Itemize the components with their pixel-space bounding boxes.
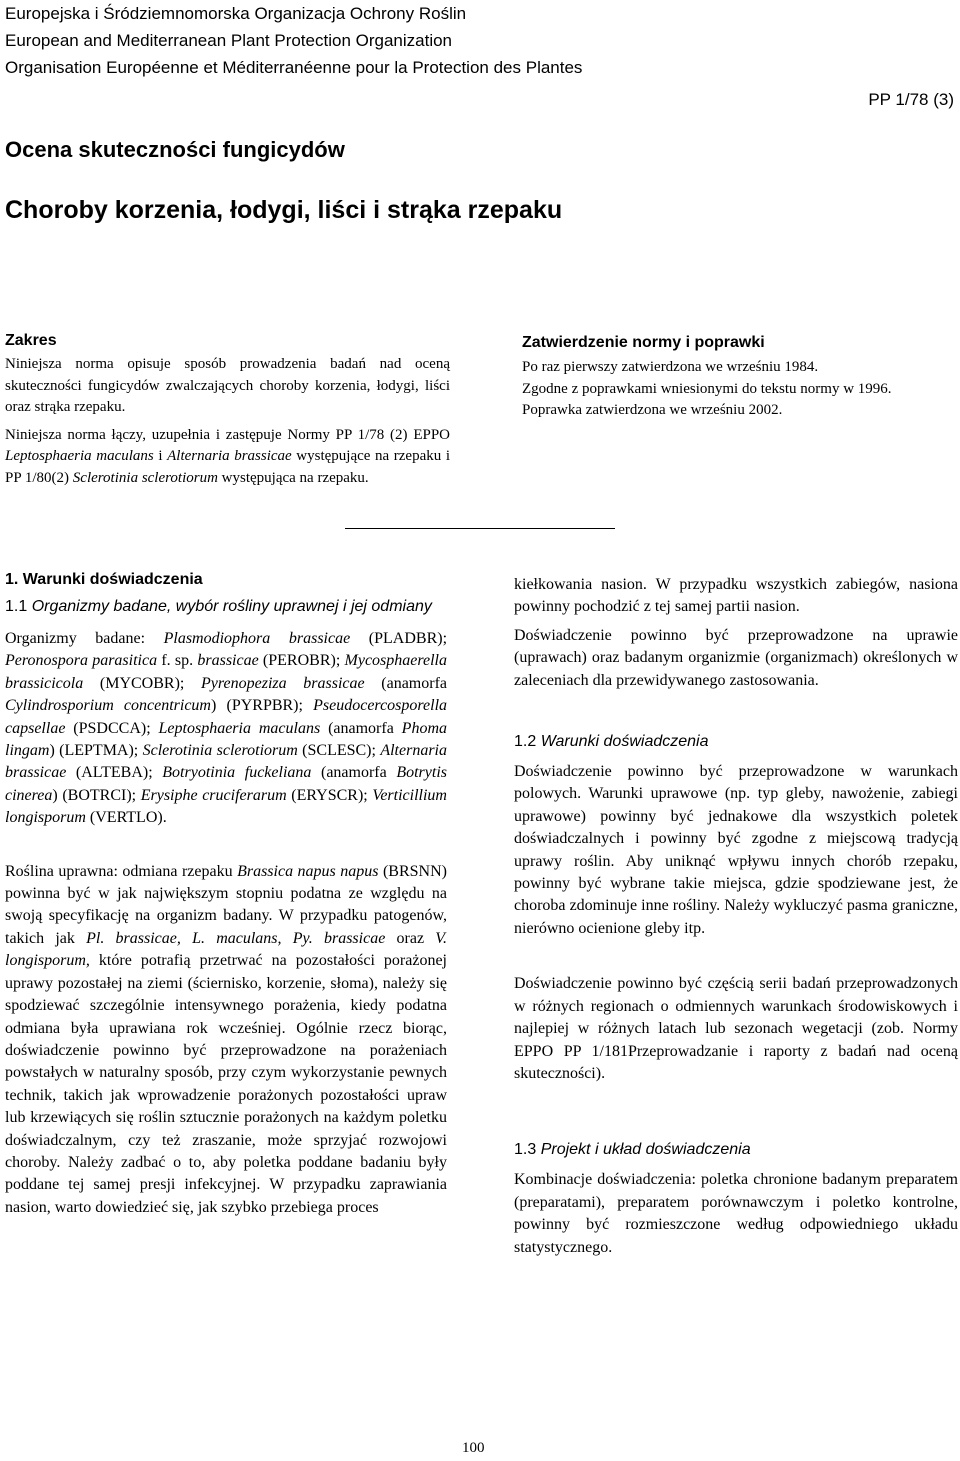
section-divider: [345, 528, 615, 529]
species-name: Phoma lingam: [5, 719, 447, 760]
species-name: Mycosphaerella brassicicola: [5, 652, 447, 692]
scope-heading: Zakres: [5, 332, 57, 349]
approval-line: Poprawka zatwierdzona we wrześniu 2002.: [522, 402, 783, 419]
organisms-text: (MYCOBR);: [83, 674, 201, 692]
org-name-french: Organisation Européenne et Méditerranéenne pour la Protection des Plantes: [5, 58, 583, 77]
subsection-number: 1.1: [5, 598, 28, 615]
species-name: Alternaria brassicae: [167, 448, 292, 465]
crop-paragraph-2: Doświadczenie powinno być przeprowadzone na uprawie (uprawach) oraz badanym organizmie (organizmach) określonych w zaleceniach dla przewidywanego zastosowania.: [514, 626, 958, 689]
test-organisms-paragraph: [5, 628, 447, 830]
organisms-text: (anamorfa: [311, 764, 397, 782]
species-name: Pyrenopeziza brassicae: [201, 674, 365, 692]
species-name: V. longisporum,: [5, 929, 448, 970]
approval-heading: Zatwierdzenie normy i poprawki: [522, 334, 765, 351]
subsection-heading-1-1: [5, 596, 447, 617]
organisms-text: f. sp.: [157, 652, 198, 670]
species-name: Leptosphaeria maculans: [158, 719, 321, 737]
organisms-text: (SCLESC);: [297, 742, 381, 760]
scope-section: [5, 332, 450, 490]
species-name: Leptosphaeria maculans: [5, 448, 154, 465]
organisms-text: (PSDCCA);: [65, 719, 159, 737]
subsection-number: 1.3: [514, 1141, 537, 1159]
organisms-text: Organizmy badane:: [5, 630, 164, 647]
document-title: Ocena skuteczności fungicydów: [5, 137, 345, 162]
subsection-title: Organizmy badane, wybór rośliny uprawnej i jej odmiany: [27, 598, 432, 615]
org-name-english: European and Mediterranean Plant Protection Organization: [5, 31, 453, 50]
species-name: Sclerotinia sclerotiorum: [142, 742, 298, 760]
document-subtitle: Choroby korzenia, łodygi, liści i strąka rzepaku: [5, 196, 563, 224]
crop-paragraph: [5, 861, 447, 1220]
species-name: Plasmodiophora brassicae: [163, 630, 351, 647]
organisms-text: ) (BOTRCI);: [52, 786, 141, 804]
organisms-text: (ERYSCR);: [286, 786, 373, 804]
scope-text: i: [153, 448, 168, 465]
species-name: brassicae: [197, 652, 259, 670]
crop-text: które potrafią przetrwać na pozostałości porażonej uprawy pozostałej na ziemi (ściernisko, korzenie, słoma), należy się spodziewać szczególnie intensywnego porażenia, kiedy podatna odmiana była uprawiana rok wcześniej. Ogólnie rzecz biorąc, doświadczenie powinno być przeprowadzone na porażeniach powstałych w naturalny sposób, przy czym wykorzystanie pewnych technik, takich jak wprowadzenie porażonych pozostałości upraw lub krzewiących się roślin sztucznie porażonych na każdym poletku doświadczalnym, czy też zraszanie, może sprzyjać rozwojowi choroby. Należy zadbać o to, aby poletka poddane badaniu były poddane tej samej presji infekcyjnej. W przypadku zaprawiania nasion, warto dowiedzieć się, jak szybko przebiega proces: [5, 952, 447, 1216]
species-name: Botrytis cinerea: [5, 764, 447, 804]
right-column: [514, 574, 958, 1259]
crop-text: Roślina uprawna: odmiana rzepaku: [5, 862, 238, 880]
organisms-text: (anamorfa: [320, 719, 402, 737]
conditions-paragraph-2: Doświadczenie powinno być częścią serii badań przeprowadzonych w różnych regionach o odmiennych warunkach środowiskowych i najlepiej w różnych latach lub sezonach wegetacji (zob. Normy EPPO PP 1/181Przeprowadzanie i raporty z badań nad oceną skuteczności).: [514, 975, 958, 1082]
organization-names: [5, 0, 582, 81]
org-name-polish: Europejska i Śródziemnomorska Organizacja Ochrony Roślin: [5, 4, 467, 23]
species-name: Pseudocercosporella capsellae: [5, 697, 448, 737]
left-column: [5, 571, 447, 1219]
approval-line: Po raz pierwszy zatwierdzona we wrześniu 1984.: [522, 359, 819, 375]
crop-text: (BRSNN) powinna być w jak największym stopniu podatna ze względu na swoją specyfikację na organizm badany. W przypadku patogenów, takich jak: [5, 862, 447, 947]
page-number: 100: [462, 1440, 485, 1456]
species-name: Peronospora parasitica: [5, 652, 158, 670]
organisms-text: (PLADBR);: [350, 630, 448, 647]
scope-text: występujące na rzepaku i PP 1/80(2): [5, 448, 451, 486]
conditions-paragraph-1: Doświadczenie powinno być przeprowadzone w warunkach polowych. Warunki uprawowe (np. typ gleby, nawożenie, zabiegi uprawowe) powinny być jednakowe dla wszystkich poletek doświadczalnych i powinny być zgodne z miejscową tradycją uprawy roślin. Aby uniknąć wpływu innych chorób rzepaku, powinny być wybrane takie miejsca, gdzie spodziewane jest, że choroba zdominuje inne rośliny. Należy wykluczyć pasma graniczne, nierówno ocienione gleby itp.: [514, 763, 958, 937]
species-name: Alternaria brassicae: [5, 742, 447, 782]
subsection-heading-1-2: [514, 731, 958, 752]
scope-text: Niniejsza norma łączy, uzupełnia i zastępuje Normy PP 1/78 (2) EPPO: [5, 426, 450, 443]
species-name: Pl. brassicae, L. maculans, Py. brassicae: [86, 929, 386, 947]
crop-paragraph-continued: kiełkowania nasion. W przypadku wszystkich zabiegów, nasiona powinny pochodzić z tej samej partii nasion.: [514, 576, 958, 616]
organisms-text: (ALTEBA);: [66, 764, 163, 782]
scope-paragraph-1: Niniejsza norma opisuje sposób prowadzenia badań nad oceną skuteczności fungicydów zwalczających choroby korzenia, łodygi, liści oraz strąka rzepaku.: [5, 356, 450, 416]
section-heading: 1. Warunki doświadczenia: [5, 571, 203, 588]
species-name: Botryotinia fuckeliana: [162, 764, 312, 782]
species-name: Brassica napus napus: [237, 862, 379, 880]
organisms-text: (VERTLO).: [85, 809, 167, 827]
document-code: PP 1/78 (3): [868, 90, 954, 109]
design-paragraph: Kombinacje doświadczenia: poletka chronione badanym preparatem (preparatami), preparatem porównawczym i poletko kontrolne, powinny być rozmieszczone według odpowiedniego układu statystycznego.: [514, 1171, 958, 1256]
organisms-text: ) (PYRPBR);: [211, 697, 314, 715]
organisms-text: (PEROBR);: [258, 652, 345, 670]
organisms-text: (anamorfa: [364, 674, 448, 692]
scope-text: występująca na rzepaku.: [217, 469, 369, 486]
approval-section: [522, 334, 957, 422]
organisms-text: ) (LEPTMA);: [49, 742, 143, 760]
scope-paragraph-2: [5, 425, 450, 490]
crop-text: oraz: [385, 929, 436, 947]
subsection-number: 1.2: [514, 733, 537, 751]
approval-line: Zgodne z poprawkami wniesionymi do tekstu normy w 1996.: [522, 380, 892, 397]
subsection-heading-1-3: [514, 1139, 958, 1160]
species-name: Erysiphe cruciferarum: [140, 786, 287, 804]
species-name: Verticillium longisporum: [5, 786, 447, 827]
species-name: Cylindrosporium concentricum: [5, 697, 211, 715]
subsection-title: Projekt i układ doświadczenia: [536, 1141, 751, 1159]
species-name: Sclerotinia sclerotiorum: [72, 469, 218, 486]
subsection-title: Warunki doświadczenia: [536, 733, 709, 751]
